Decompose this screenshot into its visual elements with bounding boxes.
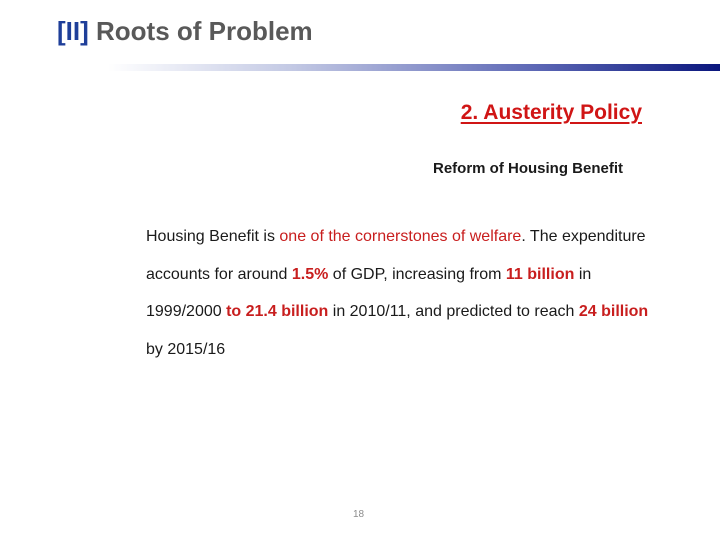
highlight-gdp-share: 1.5% (291, 265, 329, 283)
title-gradient-divider (108, 64, 720, 71)
highlight-24-billion: 24 billion (578, 303, 649, 320)
slide-title (57, 16, 313, 47)
body-text-segment: Housing Benefit is (146, 228, 280, 245)
page-number: 18 (353, 509, 365, 520)
body-text-segment: in 1999/2000 (146, 265, 592, 320)
body-paragraph (146, 218, 666, 368)
subheading: Reform of Housing Benefit (433, 160, 623, 177)
body-text-segment: . The expenditure accounts for around (146, 228, 646, 283)
highlight-21-4-billion: to 21.4 billion (226, 303, 329, 320)
highlight-11-billion: 11 billion (505, 265, 575, 283)
body-text-segment: of GDP, increasing from (328, 265, 506, 283)
slide-title-text: Roots of Problem (96, 16, 313, 46)
body-text-segment: by 2015/16 (146, 340, 226, 358)
highlight-cornerstones: one of the cornerstones of welfare (279, 228, 522, 245)
section-number: [II] (57, 16, 89, 46)
body-text-segment: in 2010/11, and predicted to reach (328, 303, 579, 320)
section-heading: 2. Austerity Policy (460, 101, 642, 124)
